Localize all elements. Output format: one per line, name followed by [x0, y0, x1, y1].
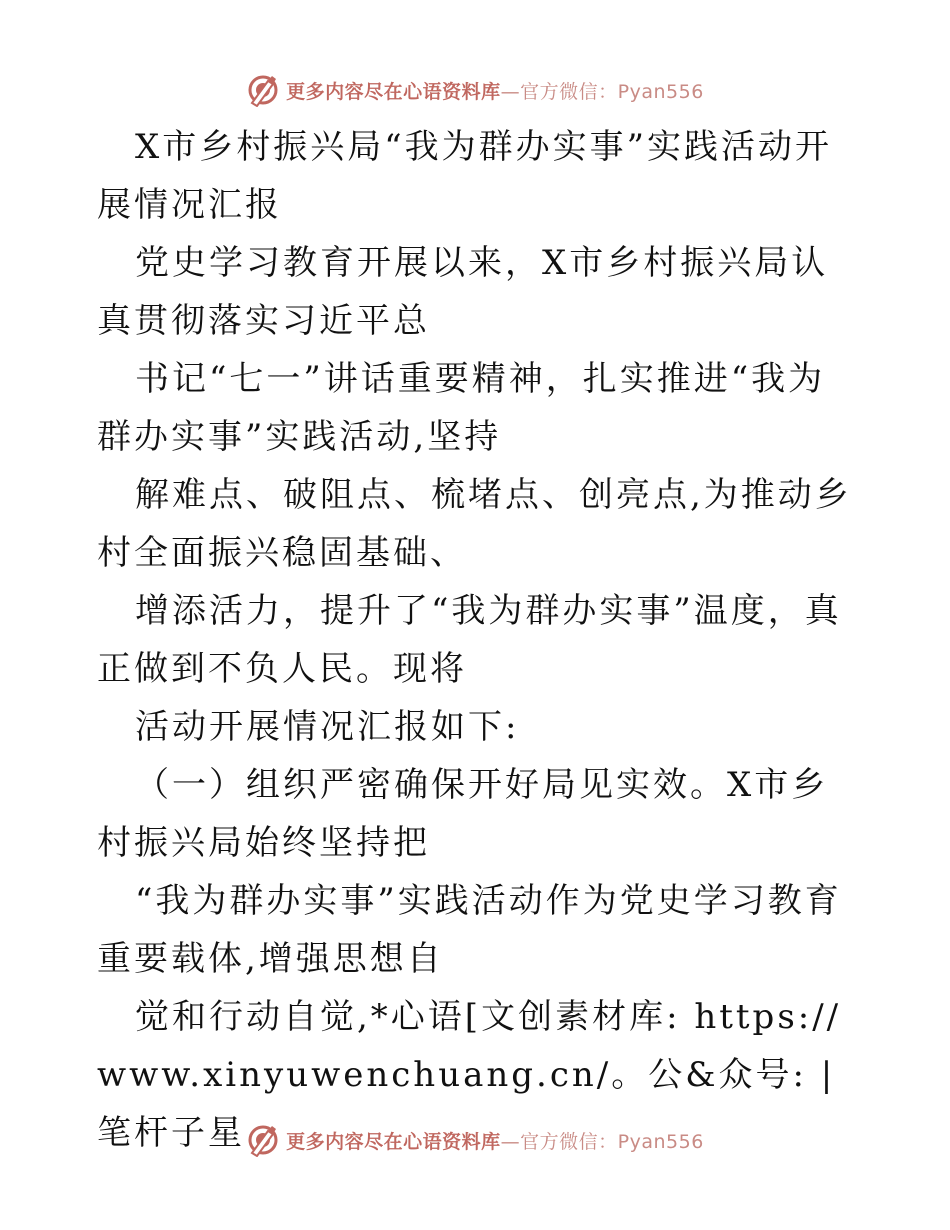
document-body [97, 118, 862, 1162]
body-paragraph: 觉和行动自觉,*心语[文创素材库: https://www.xinyuwenchuang.cn/。公&众号: |笔杆子星 [97, 997, 842, 1153]
body-paragraph: 增添活力，提升了“我为群办实事”温度，真正做到不负人民。现将 [97, 591, 842, 689]
body-paragraph: 活动开展情况汇报如下: [135, 707, 520, 747]
body-paragraph: 解难点、破阻点、梳堵点、创亮点,为推动乡村全面振兴稳固基础、 [97, 475, 852, 573]
footer-watermark-banner [0, 1120, 950, 1160]
banner-dash: — [500, 1130, 521, 1153]
body-paragraph: “我为群办实事”实践活动作为党史学习教育重要载体,增强思想自 [97, 881, 842, 979]
pen-logo-icon [246, 73, 280, 107]
banner-site-text: 更多内容尽在心语资料库 [286, 1130, 501, 1153]
banner-wechat-text: 官方微信：Pyan556 [520, 1130, 704, 1153]
body-paragraph: 党史学习教育开展以来，X市乡村振兴局认真贯彻落实习近平总 [97, 243, 829, 341]
document-title: X市乡村振兴局“我为群办实事”实践活动开展情况汇报 [97, 127, 832, 225]
body-paragraph: （一）组织严密确保开好局见实效。X市乡村振兴局始终坚持把 [97, 765, 829, 863]
banner-dash: — [500, 80, 521, 103]
header-watermark-banner [0, 70, 950, 110]
banner-wechat-text: 官方微信：Pyan556 [520, 80, 704, 103]
pen-logo-icon [246, 1123, 280, 1157]
banner-site-text: 更多内容尽在心语资料库 [286, 80, 501, 103]
body-paragraph: 书记“七一”讲话重要精神，扎实推进“我为群办实事”实践活动,坚持 [97, 359, 826, 457]
